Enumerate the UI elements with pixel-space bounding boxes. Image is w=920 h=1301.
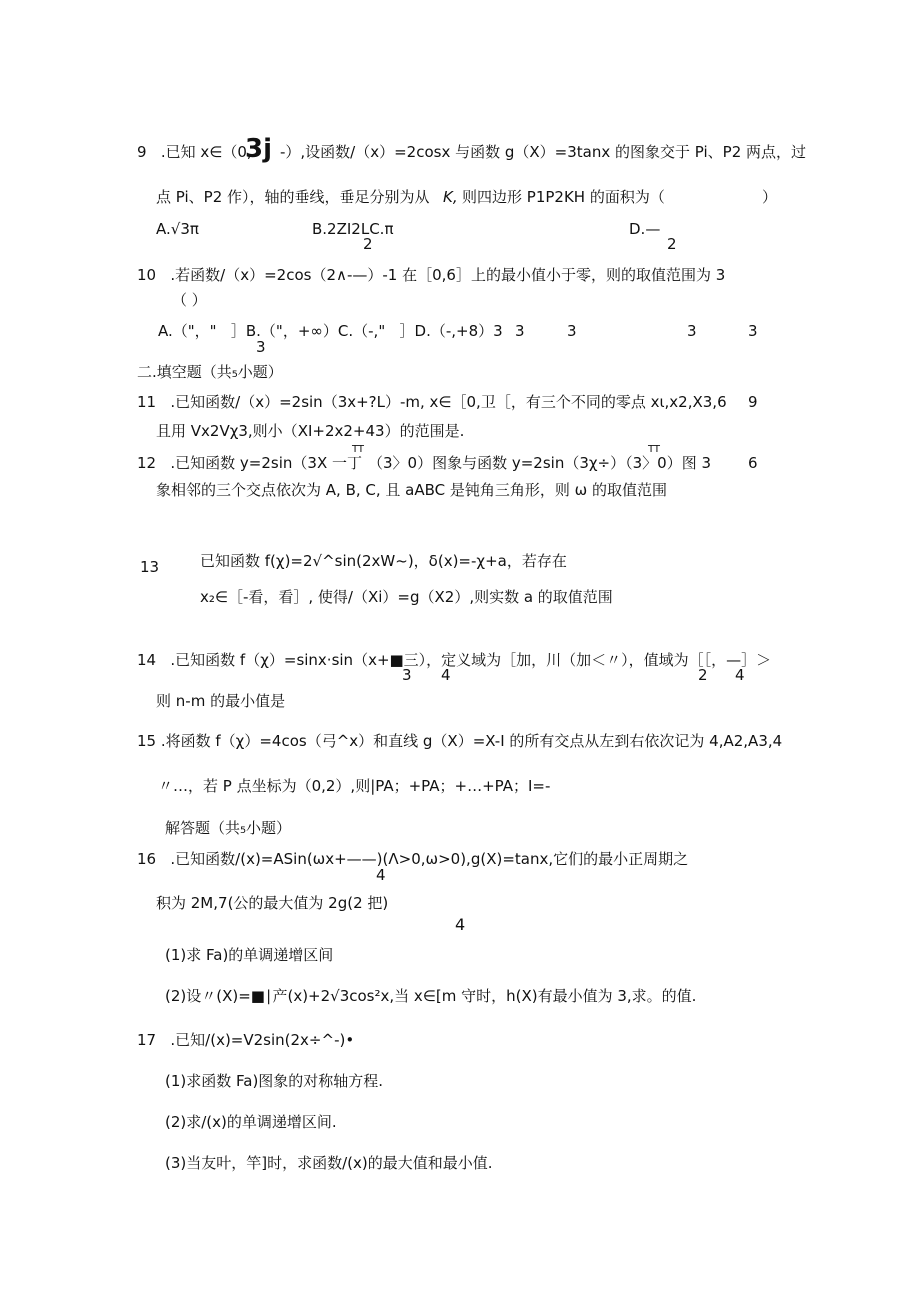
q16-sub-1: 4 — [376, 866, 386, 884]
q15-line1: 15 .将函数 f（χ）=4cos（弓^x）和直线 g（X）=X-I 的所有交点从左到右依次记为 4,A2,A3,4 — [137, 732, 783, 750]
q14-sub-a: 3 — [402, 666, 412, 684]
q9-option-d: D.— — [629, 220, 661, 238]
q9-option-bc: B.2ZI2LC.π — [312, 220, 394, 238]
q10-options-denominator: 3 — [256, 338, 266, 356]
q10-number-1: 3 — [515, 322, 525, 340]
q12-line1-right: 6 — [748, 454, 758, 472]
q10-number-4: 3 — [748, 322, 758, 340]
section-fill-in-heading: 二.填空题（共₅小题） — [137, 363, 283, 381]
q12-line2: 象相邻的三个交点依次为 A, B, C, 且 aABC 是钝角三角形，则 ω 的取值范围 — [156, 481, 667, 499]
q16-line1: 16 .已知函数/(x)=ASin(ωx+——)(Λ>0,ω>0),g(X)=tanx,它们的最小正周期之 — [137, 850, 689, 868]
q12-superscript-1: TT — [352, 444, 365, 455]
q10-line1: 10 .若函数/（x）=2cos（2∧-—）-1 在［0,6］上的最小值小于零，则的取值范围为 3 — [137, 266, 726, 284]
q10-number-3: 3 — [687, 322, 697, 340]
q14-sub-d: 4 — [735, 666, 745, 684]
q14-sub-b: 4 — [441, 666, 451, 684]
q9-line1-start: 9 .已知 x∈（0, — [137, 143, 252, 161]
section-solution-heading: 解答题（共₅小题） — [165, 819, 292, 837]
q12-superscript-2: TT — [648, 444, 661, 455]
q10-options: A.（"，" ］B.（"，+∞）C.（-," ］D.（-,+8）3 — [158, 322, 503, 340]
q13-line2: x₂∈［-看，看］, 使得/（Xi）=g（X2）,则实数 a 的取值范围 — [200, 588, 613, 606]
q16-sub-2: 4 — [455, 915, 466, 934]
q14-line1: 14 .已知函数 f（χ）=sinx·sin（x+■三），定义域为［加，川（加＜〃），值域为［［，—］＞ — [137, 651, 772, 669]
q17-part-3: (3)当友叶，竿]时，求函数/(x)的最大值和最小值. — [165, 1154, 493, 1172]
q13-number: 13 — [140, 558, 160, 576]
q12-line1-continued: （3〉0）图象与函数 y=2sin（3χ÷）（3〉0）图 3 — [368, 454, 712, 472]
q9-large-glyph: 3j — [245, 134, 273, 164]
q13-line1: 已知函数 f(χ)=2√^sin(2xW~)，δ(x)=-χ+a，若存在 — [200, 552, 567, 570]
q9-line2-end: 则四边形 P1P2KH 的面积为（ — [462, 188, 665, 206]
q9-line2-close: ） — [762, 188, 778, 206]
q17-line1: 17 .已知/(x)=V2sin(2x÷^-)• — [137, 1031, 355, 1049]
q17-part-1: (1)求函数 Fa)图象的对称轴方程. — [165, 1072, 384, 1090]
q9-line2-k: K, — [443, 188, 458, 206]
q9-option-bc-denominator: 2 — [363, 235, 373, 253]
q10-number-2: 3 — [567, 322, 577, 340]
q17-part-2: (2)求/(x)的单调递增区间. — [165, 1113, 337, 1131]
q16-part-1: (1)求 Fa)的单调递增区间 — [165, 946, 334, 964]
q11-line1: 11 .已知函数/（x）=2sin（3x+?L）-m, x∈［0,卫［，有三个不同的零点 xι,x2,X3,6 — [137, 393, 727, 411]
q15-line2: 〃…，若 P 点坐标为（0,2）,则|PA；+PA；+…+PA；I=- — [158, 777, 551, 795]
q10-line2: （ ） — [172, 291, 207, 309]
q16-part-2: (2)设〃(X)=■∣产(x)+2√3cos²x,当 x∈[m 守时，h(X)有最小值为 3,求。的值. — [165, 987, 697, 1005]
q9-option-a: A.√3π — [156, 220, 199, 238]
q16-line2: 积为 2M,7(公的最大值为 2g(2 把) — [156, 894, 389, 912]
q9-line1-end: -）,设函数/（x）=2cosx 与函数 g（X）=3tanx 的图象交于 Pi、P2 两点，过 — [280, 143, 807, 161]
q14-sub-c: 2 — [698, 666, 708, 684]
q12-line1: 12 .已知函数 y=2sin（3X 一丁 — [137, 454, 362, 472]
q9-option-d-denominator: 2 — [667, 235, 677, 253]
q11-line1-right: 9 — [748, 393, 758, 411]
q9-line2-start: 点 Pi、P2 作），轴的垂线，垂足分别为从 — [156, 188, 430, 206]
q14-line2: 则 n-m 的最小值是 — [156, 692, 286, 710]
q11-line2: 且用 Vx2Vχ3,则小（XI+2x2+43）的范围是. — [156, 422, 465, 440]
